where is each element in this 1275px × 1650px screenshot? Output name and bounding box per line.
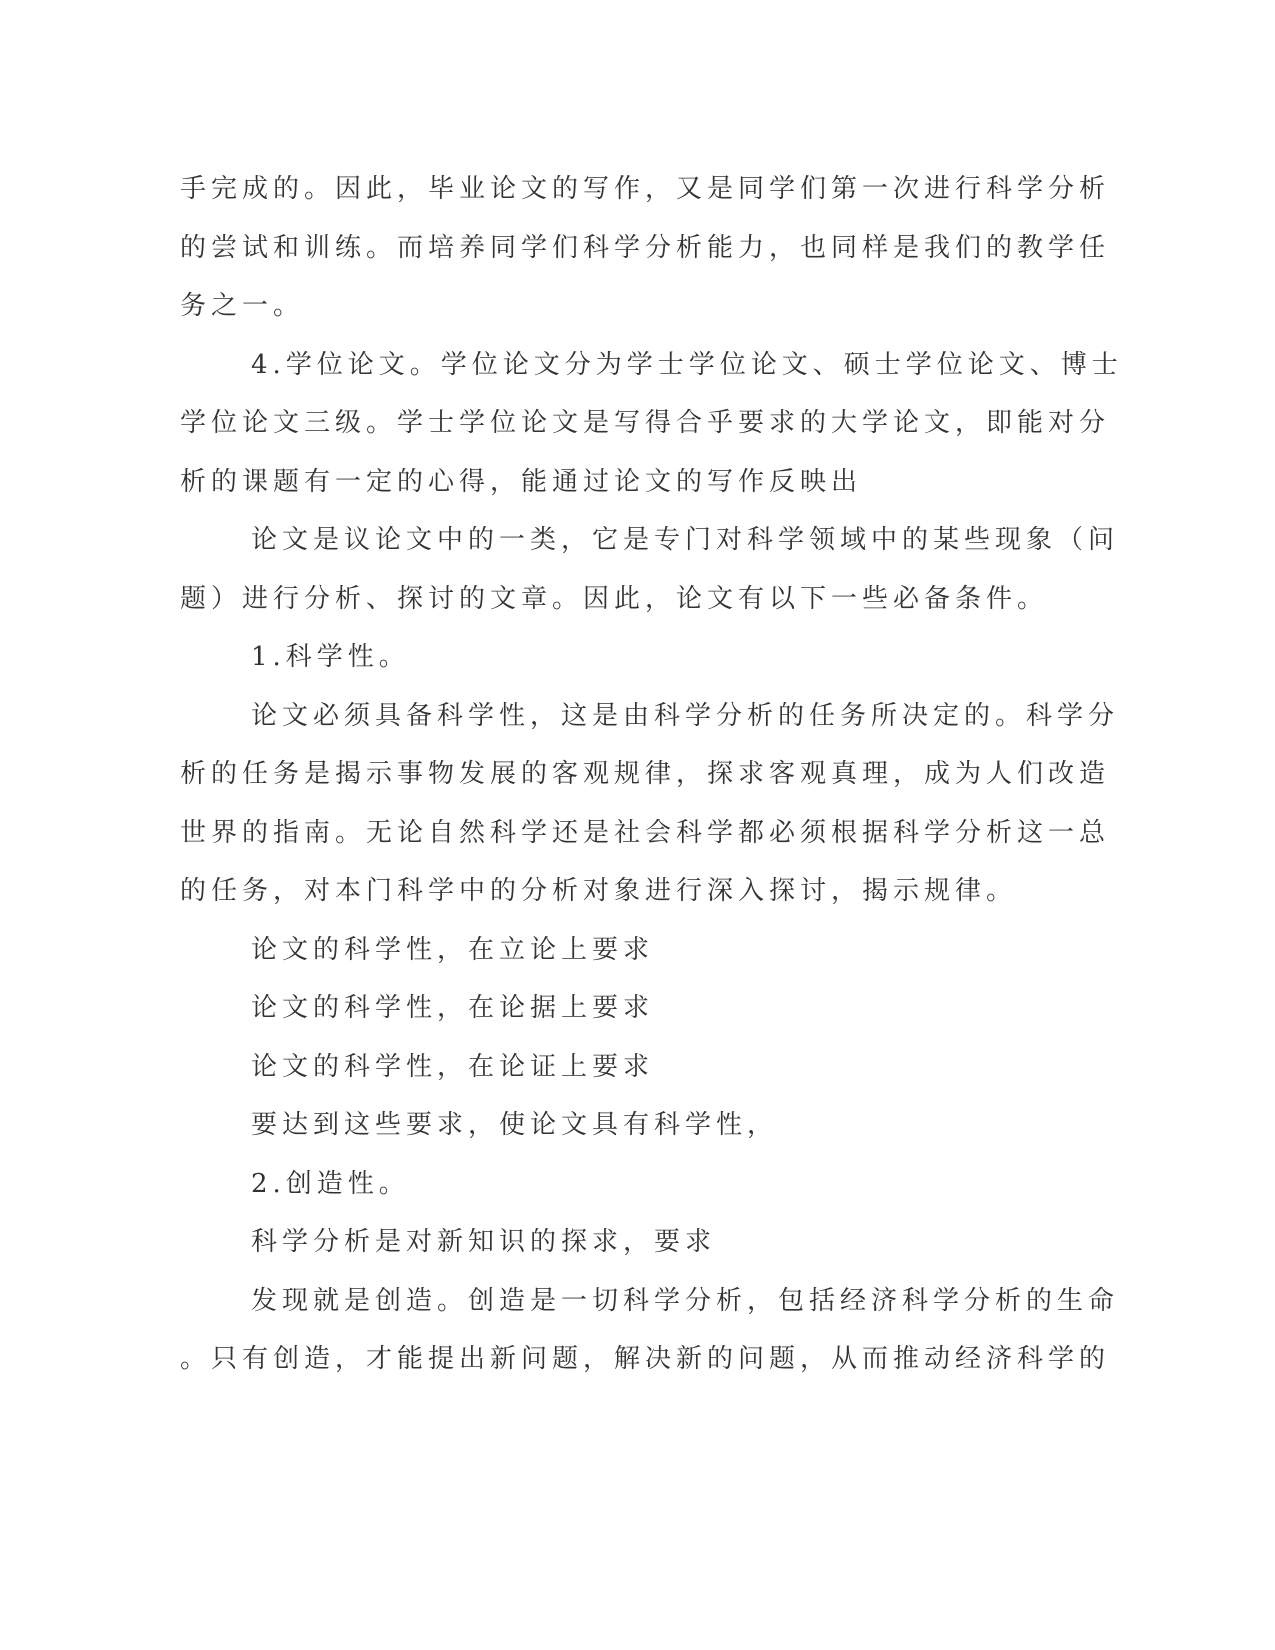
text-line: 2.创造性。 xyxy=(251,1168,410,1199)
text-line: 4.学位论文。学位论文分为学士学位论文、硕士学位论文、博士 xyxy=(251,349,1123,380)
text-line: 务之一。 xyxy=(180,291,305,321)
text-line: 世界的指南。无论自然科学还是社会科学都必须根据科学分析这一总 xyxy=(180,817,1111,848)
text-line: 论文的科学性，在论证上要求 xyxy=(251,1051,655,1082)
text-line: 题）进行分析、探讨的文章。因此，论文有以下一些必备条件。 xyxy=(180,583,1049,614)
document-body xyxy=(180,160,1123,1389)
text-line: 要达到这些要求，使论文具有科学性， xyxy=(251,1110,779,1140)
text-line: 的任务，对本门科学中的分析对象进行深入探讨，揭示规律。 xyxy=(180,876,1018,906)
text-line: 的尝试和训练。而培养同学们科学分析能力，也同样是我们的教学任 xyxy=(180,232,1111,263)
text-line: 。只有创造，才能提出新问题，解决新的问题，从而推动经济科学的 xyxy=(180,1344,1111,1374)
text-line: 科学分析是对新知识的探求，要求 xyxy=(251,1227,717,1257)
text-line: 论文的科学性，在立论上要求 xyxy=(251,934,655,965)
text-line: 学位论文三级。学士学位论文是写得合乎要求的大学论文，即能对分 xyxy=(180,408,1111,438)
text-line: 论文必须具备科学性，这是由科学分析的任务所决定的。科学分 xyxy=(251,700,1120,731)
text-line: 析的课题有一定的心得，能通过论文的写作反映出 xyxy=(180,466,863,497)
text-line: 1.科学性。 xyxy=(251,642,410,672)
text-line: 论文是议论文中的一类，它是专门对科学领域中的某些现象（问 xyxy=(251,525,1120,555)
text-line: 论文的科学性，在论据上要求 xyxy=(251,993,655,1023)
text-line: 析的任务是揭示事物发展的客观规律，探求客观真理，成为人们改造 xyxy=(180,759,1111,789)
text-line: 发现就是创造。创造是一切科学分析，包括经济科学分析的生命 xyxy=(251,1285,1120,1316)
text-line: 手完成的。因此，毕业论文的写作，又是同学们第一次进行科学分析 xyxy=(180,174,1111,204)
